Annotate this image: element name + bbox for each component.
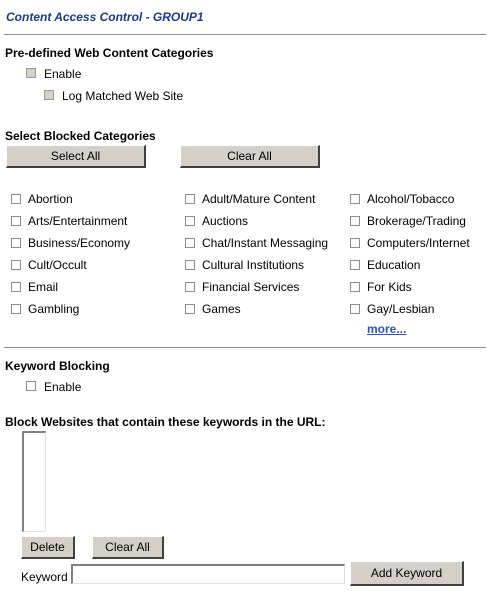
category-label-cultural-institutions: Cultural Institutions bbox=[202, 258, 305, 272]
category-checkbox-abortion[interactable] bbox=[11, 194, 21, 204]
category-checkbox-computers-internet[interactable] bbox=[350, 238, 360, 248]
divider bbox=[4, 34, 486, 35]
category-checkbox-cult-occult[interactable] bbox=[11, 260, 21, 270]
predefined-section-title: Pre-defined Web Content Categories bbox=[5, 46, 214, 60]
page-title: Content Access Control - GROUP1 bbox=[6, 10, 204, 24]
keyword-field-label: Keyword bbox=[21, 570, 68, 584]
category-label-games: Games bbox=[202, 302, 241, 316]
category-checkbox-financial-services[interactable] bbox=[185, 282, 195, 292]
category-label-financial-services: Financial Services bbox=[202, 280, 300, 294]
category-label-for-kids: For Kids bbox=[367, 280, 412, 294]
keyword-enable-label: Enable bbox=[44, 380, 82, 394]
category-label-gambling: Gambling bbox=[28, 302, 80, 316]
category-label-brokerage-trading: Brokerage/Trading bbox=[367, 214, 466, 228]
category-checkbox-education[interactable] bbox=[350, 260, 360, 270]
category-label-alcohol-tobacco: Alcohol/Tobacco bbox=[367, 192, 455, 206]
category-label-business-economy: Business/Economy bbox=[28, 236, 131, 250]
category-label-arts-entertainment: Arts/Entertainment bbox=[28, 214, 128, 228]
category-checkbox-chat-instant-messaging[interactable] bbox=[185, 238, 195, 248]
category-label-adult-mature-content: Adult/Mature Content bbox=[202, 192, 316, 206]
keyword-input[interactable] bbox=[71, 564, 345, 584]
category-label-chat-instant-messaging: Chat/Instant Messaging bbox=[202, 236, 329, 250]
predefined-enable-label: Enable bbox=[44, 67, 82, 81]
block-websites-title: Block Websites that contain these keywords in the URL: bbox=[5, 415, 326, 429]
category-checkbox-gambling[interactable] bbox=[11, 304, 21, 314]
category-checkbox-alcohol-tobacco[interactable] bbox=[350, 194, 360, 204]
category-checkbox-gay-lesbian[interactable] bbox=[350, 304, 360, 314]
category-label-gay-lesbian: Gay/Lesbian bbox=[367, 302, 435, 316]
log-matched-label: Log Matched Web Site bbox=[62, 89, 184, 103]
add-keyword-button[interactable]: Add Keyword bbox=[350, 561, 464, 586]
category-label-auctions: Auctions bbox=[202, 214, 249, 228]
category-label-cult-occult: Cult/Occult bbox=[28, 258, 87, 272]
clear-all-categories-button[interactable]: Clear All bbox=[180, 145, 320, 168]
category-checkbox-cultural-institutions[interactable] bbox=[185, 260, 195, 270]
divider bbox=[4, 347, 486, 348]
category-label-abortion: Abortion bbox=[28, 192, 73, 206]
category-checkbox-business-economy[interactable] bbox=[11, 238, 21, 248]
category-checkbox-for-kids[interactable] bbox=[350, 282, 360, 292]
delete-keyword-button[interactable]: Delete bbox=[21, 536, 75, 559]
blocked-section-title: Select Blocked Categories bbox=[5, 129, 156, 143]
keyword-blocking-title: Keyword Blocking bbox=[5, 359, 110, 373]
category-checkbox-arts-entertainment[interactable] bbox=[11, 216, 21, 226]
category-checkbox-adult-mature-content[interactable] bbox=[185, 194, 195, 204]
log-matched-checkbox[interactable] bbox=[44, 90, 54, 100]
category-checkbox-email[interactable] bbox=[11, 282, 21, 292]
category-label-education: Education bbox=[367, 258, 421, 272]
category-checkbox-games[interactable] bbox=[185, 304, 195, 314]
category-label-email: Email bbox=[28, 280, 59, 294]
keyword-enable-checkbox[interactable] bbox=[26, 381, 36, 391]
clear-all-keywords-button[interactable]: Clear All bbox=[92, 536, 164, 559]
category-checkbox-auctions[interactable] bbox=[185, 216, 195, 226]
select-all-button[interactable]: Select All bbox=[6, 145, 146, 168]
category-checkbox-brokerage-trading[interactable] bbox=[350, 216, 360, 226]
category-label-computers-internet: Computers/Internet bbox=[367, 236, 470, 250]
more-categories-link[interactable]: more... bbox=[367, 322, 407, 336]
predefined-enable-checkbox[interactable] bbox=[26, 68, 36, 78]
keyword-list[interactable] bbox=[22, 431, 46, 532]
